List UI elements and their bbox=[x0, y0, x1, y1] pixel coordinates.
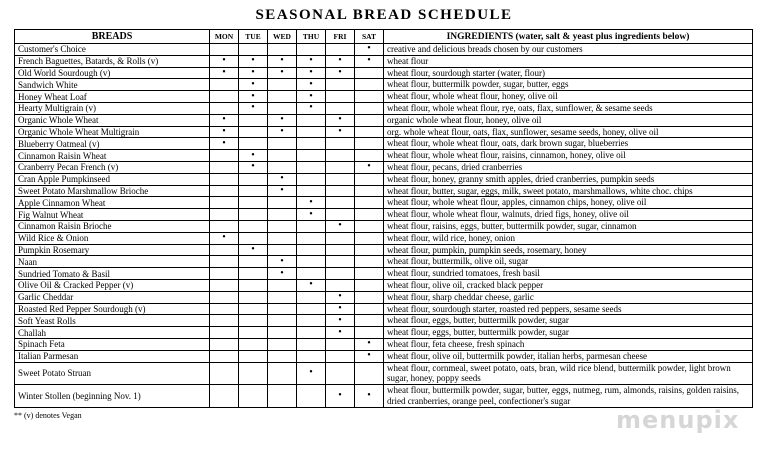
bread-name: Sweet Potato Marshmallow Brioche bbox=[15, 185, 210, 197]
bread-name: Sandwich White bbox=[15, 79, 210, 91]
availability-empty-cell bbox=[355, 244, 384, 256]
availability-empty-cell bbox=[355, 197, 384, 209]
bread-name: French Baguettes, Batards, & Rolls (v) bbox=[15, 55, 210, 67]
ingredients-text: wheat flour, whole wheat flour, walnuts, dried figs, honey, olive oil bbox=[384, 209, 753, 221]
availability-empty-cell bbox=[210, 338, 239, 350]
availability-empty-cell bbox=[210, 173, 239, 185]
availability-empty-cell bbox=[268, 161, 297, 173]
availability-empty-cell bbox=[355, 91, 384, 103]
availability-empty-cell bbox=[355, 232, 384, 244]
table-row bbox=[15, 138, 753, 150]
availability-empty-cell bbox=[268, 279, 297, 291]
availability-empty-cell bbox=[239, 197, 268, 209]
column-header-ingredients: INGREDIENTS (water, salt & yeast plus ingredients below) bbox=[384, 30, 753, 44]
availability-empty-cell bbox=[355, 209, 384, 221]
ingredients-text: wheat flour, sourdough starter, roasted red peppers, sesame seeds bbox=[384, 303, 753, 315]
availability-dot: • bbox=[239, 67, 268, 79]
availability-empty-cell bbox=[355, 150, 384, 162]
availability-empty-cell bbox=[239, 256, 268, 268]
table-row bbox=[15, 91, 753, 103]
availability-empty-cell bbox=[297, 303, 326, 315]
availability-empty-cell bbox=[239, 220, 268, 232]
table-row bbox=[15, 256, 753, 268]
bread-name: Customer's Choice bbox=[15, 44, 210, 56]
ingredients-text: wheat flour, buttermilk powder, sugar, butter, eggs, nutmeg, rum, almonds, raisins, golden raisins, dried cranberries, orange peel, confectioner's sugar bbox=[384, 385, 753, 408]
ingredients-text: organic whole wheat flour, honey, olive oil bbox=[384, 114, 753, 126]
availability-dot: • bbox=[326, 327, 355, 339]
table-row bbox=[15, 173, 753, 185]
availability-empty-cell bbox=[268, 232, 297, 244]
table-row bbox=[15, 102, 753, 114]
availability-empty-cell bbox=[239, 209, 268, 221]
ingredients-text: wheat flour, eggs, butter, buttermilk powder, sugar bbox=[384, 315, 753, 327]
availability-empty-cell bbox=[210, 91, 239, 103]
availability-empty-cell bbox=[297, 244, 326, 256]
ingredients-text: wheat flour, olive oil, buttermilk powder, italian herbs, parmesan cheese bbox=[384, 350, 753, 362]
availability-empty-cell bbox=[326, 91, 355, 103]
availability-empty-cell bbox=[239, 362, 268, 385]
availability-dot: • bbox=[355, 44, 384, 56]
availability-empty-cell bbox=[210, 220, 239, 232]
availability-empty-cell bbox=[210, 161, 239, 173]
availability-dot: • bbox=[210, 114, 239, 126]
availability-dot: • bbox=[268, 256, 297, 268]
bread-name: Pumpkin Rosemary bbox=[15, 244, 210, 256]
availability-empty-cell bbox=[355, 67, 384, 79]
table-row bbox=[15, 244, 753, 256]
availability-dot: • bbox=[355, 338, 384, 350]
availability-empty-cell bbox=[239, 114, 268, 126]
table-row bbox=[15, 315, 753, 327]
availability-dot: • bbox=[355, 350, 384, 362]
availability-dot: • bbox=[326, 220, 355, 232]
availability-empty-cell bbox=[355, 279, 384, 291]
bread-name: Cranberry Pecan French (v) bbox=[15, 161, 210, 173]
availability-dot: • bbox=[210, 55, 239, 67]
bread-name: Sweet Potato Struan bbox=[15, 362, 210, 385]
table-row bbox=[15, 55, 753, 67]
availability-empty-cell bbox=[297, 327, 326, 339]
bread-name: Olive Oil & Cracked Pepper (v) bbox=[15, 279, 210, 291]
table-row bbox=[15, 44, 753, 56]
table-row bbox=[15, 220, 753, 232]
column-header-wed: WED bbox=[268, 30, 297, 44]
availability-empty-cell bbox=[355, 102, 384, 114]
ingredients-text: wheat flour, honey, granny smith apples, dried cranberries, pumpkin seeds bbox=[384, 173, 753, 185]
table-row bbox=[15, 126, 753, 138]
availability-dot: • bbox=[297, 79, 326, 91]
availability-empty-cell bbox=[268, 362, 297, 385]
bread-schedule-table bbox=[14, 29, 753, 408]
availability-empty-cell bbox=[210, 315, 239, 327]
availability-empty-cell bbox=[268, 327, 297, 339]
availability-empty-cell bbox=[326, 350, 355, 362]
availability-empty-cell bbox=[239, 44, 268, 56]
table-row bbox=[15, 114, 753, 126]
table-row bbox=[15, 232, 753, 244]
availability-empty-cell bbox=[210, 79, 239, 91]
availability-dot: • bbox=[268, 185, 297, 197]
table-row bbox=[15, 209, 753, 221]
menupix-watermark: menupix bbox=[616, 406, 740, 434]
availability-empty-cell bbox=[326, 44, 355, 56]
ingredients-text: wheat flour, whole wheat flour, rye, oats, flax, sunflower, & sesame seeds bbox=[384, 102, 753, 114]
bread-name: Cran Apple Pumpkinseed bbox=[15, 173, 210, 185]
availability-empty-cell bbox=[355, 173, 384, 185]
availability-empty-cell bbox=[210, 197, 239, 209]
bread-name: Roasted Red Pepper Sourdough (v) bbox=[15, 303, 210, 315]
availability-empty-cell bbox=[355, 315, 384, 327]
availability-dot: • bbox=[210, 67, 239, 79]
availability-empty-cell bbox=[326, 244, 355, 256]
availability-dot: • bbox=[239, 79, 268, 91]
availability-empty-cell bbox=[297, 138, 326, 150]
availability-dot: • bbox=[326, 385, 355, 408]
availability-empty-cell bbox=[268, 385, 297, 408]
ingredients-text: wheat flour, cornmeal, sweet potato, oats, bran, wild rice blend, buttermilk powder, light brown sugar, honey, poppy seeds bbox=[384, 362, 753, 385]
ingredients-text: wheat flour, sourdough starter (water, flour) bbox=[384, 67, 753, 79]
bread-name: Sundried Tomato & Basil bbox=[15, 268, 210, 280]
bread-name: Winter Stollen (beginning Nov. 1) bbox=[15, 385, 210, 408]
availability-empty-cell bbox=[239, 232, 268, 244]
availability-empty-cell bbox=[210, 244, 239, 256]
availability-empty-cell bbox=[326, 79, 355, 91]
availability-empty-cell bbox=[326, 338, 355, 350]
availability-empty-cell bbox=[268, 303, 297, 315]
ingredients-text: wheat flour, sharp cheddar cheese, garlic bbox=[384, 291, 753, 303]
availability-dot: • bbox=[326, 114, 355, 126]
availability-dot: • bbox=[239, 244, 268, 256]
availability-dot: • bbox=[297, 197, 326, 209]
availability-dot: • bbox=[268, 268, 297, 280]
availability-empty-cell bbox=[239, 327, 268, 339]
availability-empty-cell bbox=[210, 150, 239, 162]
availability-empty-cell bbox=[297, 315, 326, 327]
column-header-thu: THU bbox=[297, 30, 326, 44]
availability-dot: • bbox=[355, 385, 384, 408]
ingredients-text: wheat flour, sundried tomatoes, fresh basil bbox=[384, 268, 753, 280]
bread-name: Cinnamon Raisin Brioche bbox=[15, 220, 210, 232]
availability-empty-cell bbox=[326, 173, 355, 185]
availability-empty-cell bbox=[210, 268, 239, 280]
ingredients-text: wheat flour, eggs, butter, buttermilk powder, sugar bbox=[384, 327, 753, 339]
availability-empty-cell bbox=[239, 291, 268, 303]
availability-empty-cell bbox=[239, 303, 268, 315]
ingredients-text: wheat flour, buttermilk, olive oil, sugar bbox=[384, 256, 753, 268]
table-row bbox=[15, 362, 753, 385]
ingredients-text: wheat flour, olive oil, cracked black pepper bbox=[384, 279, 753, 291]
availability-dot: • bbox=[268, 173, 297, 185]
availability-empty-cell bbox=[297, 291, 326, 303]
availability-dot: • bbox=[326, 126, 355, 138]
bread-name: Naan bbox=[15, 256, 210, 268]
availability-empty-cell bbox=[268, 244, 297, 256]
availability-empty-cell bbox=[326, 138, 355, 150]
availability-dot: • bbox=[326, 303, 355, 315]
availability-empty-cell bbox=[239, 350, 268, 362]
bread-name: Blueberry Oatmeal (v) bbox=[15, 138, 210, 150]
ingredients-text: wheat flour bbox=[384, 55, 753, 67]
availability-empty-cell bbox=[355, 268, 384, 280]
availability-empty-cell bbox=[210, 385, 239, 408]
availability-dot: • bbox=[326, 291, 355, 303]
availability-empty-cell bbox=[297, 385, 326, 408]
availability-empty-cell bbox=[355, 256, 384, 268]
availability-empty-cell bbox=[210, 327, 239, 339]
availability-dot: • bbox=[297, 362, 326, 385]
availability-empty-cell bbox=[326, 102, 355, 114]
availability-empty-cell bbox=[326, 150, 355, 162]
availability-empty-cell bbox=[326, 161, 355, 173]
availability-empty-cell bbox=[268, 315, 297, 327]
availability-dot: • bbox=[239, 102, 268, 114]
ingredients-text: wheat flour, whole wheat flour, raisins, cinnamon, honey, olive oil bbox=[384, 150, 753, 162]
availability-dot: • bbox=[239, 55, 268, 67]
ingredients-text: wheat flour, pumpkin, pumpkin seeds, rosemary, honey bbox=[384, 244, 753, 256]
availability-dot: • bbox=[239, 91, 268, 103]
availability-empty-cell bbox=[239, 385, 268, 408]
availability-dot: • bbox=[268, 55, 297, 67]
availability-empty-cell bbox=[355, 138, 384, 150]
bread-name: Honey Wheat Loaf bbox=[15, 91, 210, 103]
availability-empty-cell bbox=[297, 268, 326, 280]
availability-empty-cell bbox=[297, 126, 326, 138]
availability-empty-cell bbox=[268, 291, 297, 303]
bread-name: Organic Whole Wheat Multigrain bbox=[15, 126, 210, 138]
column-header-mon: MON bbox=[210, 30, 239, 44]
availability-dot: • bbox=[268, 114, 297, 126]
availability-empty-cell bbox=[239, 126, 268, 138]
column-header-fri: FRI bbox=[326, 30, 355, 44]
ingredients-text: org. whole wheat flour, oats, flax, sunflower, sesame seeds, honey, olive oil bbox=[384, 126, 753, 138]
bread-name: Soft Yeast Rolls bbox=[15, 315, 210, 327]
availability-empty-cell bbox=[355, 126, 384, 138]
availability-empty-cell bbox=[355, 114, 384, 126]
availability-empty-cell bbox=[326, 279, 355, 291]
availability-empty-cell bbox=[268, 350, 297, 362]
bread-name: Old World Sourdough (v) bbox=[15, 67, 210, 79]
availability-empty-cell bbox=[268, 209, 297, 221]
availability-dot: • bbox=[268, 126, 297, 138]
table-row bbox=[15, 79, 753, 91]
availability-empty-cell bbox=[268, 102, 297, 114]
availability-empty-cell bbox=[297, 173, 326, 185]
page-title: SEASONAL BREAD SCHEDULE bbox=[255, 7, 513, 23]
availability-empty-cell bbox=[239, 185, 268, 197]
availability-dot: • bbox=[297, 102, 326, 114]
table-row bbox=[15, 185, 753, 197]
availability-empty-cell bbox=[326, 362, 355, 385]
availability-dot: • bbox=[355, 55, 384, 67]
table-row bbox=[15, 197, 753, 209]
availability-empty-cell bbox=[326, 209, 355, 221]
bread-name: Organic Whole Wheat bbox=[15, 114, 210, 126]
bread-name: Spinach Feta bbox=[15, 338, 210, 350]
availability-empty-cell bbox=[355, 291, 384, 303]
availability-dot: • bbox=[210, 232, 239, 244]
availability-empty-cell bbox=[210, 256, 239, 268]
column-header-breads: BREADS bbox=[15, 30, 210, 44]
bread-name: Hearty Multigrain (v) bbox=[15, 102, 210, 114]
table-header-row bbox=[15, 30, 753, 44]
availability-empty-cell bbox=[239, 279, 268, 291]
ingredients-text: wheat flour, whole wheat flour, oats, dark brown sugar, blueberries bbox=[384, 138, 753, 150]
availability-empty-cell bbox=[326, 197, 355, 209]
availability-empty-cell bbox=[239, 173, 268, 185]
table-row bbox=[15, 385, 753, 408]
availability-dot: • bbox=[210, 138, 239, 150]
availability-dot: • bbox=[326, 67, 355, 79]
column-header-sat: SAT bbox=[355, 30, 384, 44]
availability-empty-cell bbox=[297, 114, 326, 126]
availability-empty-cell bbox=[326, 232, 355, 244]
table-row bbox=[15, 279, 753, 291]
availability-empty-cell bbox=[210, 362, 239, 385]
availability-empty-cell bbox=[210, 209, 239, 221]
availability-dot: • bbox=[326, 55, 355, 67]
availability-empty-cell bbox=[268, 91, 297, 103]
ingredients-text: wheat flour, raisins, eggs, butter, buttermilk powder, sugar, cinnamon bbox=[384, 220, 753, 232]
availability-dot: • bbox=[326, 315, 355, 327]
table-row bbox=[15, 327, 753, 339]
availability-empty-cell bbox=[355, 185, 384, 197]
availability-dot: • bbox=[210, 126, 239, 138]
availability-empty-cell bbox=[326, 185, 355, 197]
availability-empty-cell bbox=[355, 362, 384, 385]
vegan-footnote: ** (v) denotes Vegan bbox=[14, 410, 82, 420]
bread-name: Fig Walnut Wheat bbox=[15, 209, 210, 221]
availability-empty-cell bbox=[239, 315, 268, 327]
availability-empty-cell bbox=[355, 220, 384, 232]
availability-empty-cell bbox=[210, 185, 239, 197]
availability-empty-cell bbox=[210, 303, 239, 315]
availability-empty-cell bbox=[268, 150, 297, 162]
bread-name: Garlic Cheddar bbox=[15, 291, 210, 303]
availability-empty-cell bbox=[297, 232, 326, 244]
ingredients-text: wheat flour, feta cheese, fresh spinach bbox=[384, 338, 753, 350]
availability-empty-cell bbox=[297, 150, 326, 162]
availability-empty-cell bbox=[326, 268, 355, 280]
availability-dot: • bbox=[297, 67, 326, 79]
ingredients-text: wheat flour, buttermilk powder, sugar, butter, eggs bbox=[384, 79, 753, 91]
table-row bbox=[15, 268, 753, 280]
availability-empty-cell bbox=[355, 303, 384, 315]
availability-empty-cell bbox=[355, 327, 384, 339]
availability-empty-cell bbox=[268, 338, 297, 350]
table-row bbox=[15, 303, 753, 315]
table-row bbox=[15, 291, 753, 303]
availability-empty-cell bbox=[326, 256, 355, 268]
availability-dot: • bbox=[297, 91, 326, 103]
availability-empty-cell bbox=[355, 79, 384, 91]
bread-name: Wild Rice & Onion bbox=[15, 232, 210, 244]
bread-name: Apple Cinnamon Wheat bbox=[15, 197, 210, 209]
availability-dot: • bbox=[297, 209, 326, 221]
availability-empty-cell bbox=[239, 338, 268, 350]
availability-dot: • bbox=[297, 55, 326, 67]
availability-empty-cell bbox=[297, 256, 326, 268]
availability-empty-cell bbox=[297, 350, 326, 362]
availability-empty-cell bbox=[210, 102, 239, 114]
availability-dot: • bbox=[355, 161, 384, 173]
availability-empty-cell bbox=[297, 220, 326, 232]
availability-empty-cell bbox=[239, 138, 268, 150]
table-row bbox=[15, 338, 753, 350]
availability-dot: • bbox=[297, 279, 326, 291]
availability-empty-cell bbox=[268, 79, 297, 91]
table-row bbox=[15, 67, 753, 79]
availability-empty-cell bbox=[268, 44, 297, 56]
availability-empty-cell bbox=[210, 350, 239, 362]
availability-empty-cell bbox=[210, 291, 239, 303]
ingredients-text: wheat flour, pecans, dried cranberries bbox=[384, 161, 753, 173]
availability-empty-cell bbox=[297, 338, 326, 350]
table-body bbox=[15, 44, 753, 408]
availability-dot: • bbox=[239, 161, 268, 173]
bread-name: Italian Parmesan bbox=[15, 350, 210, 362]
bread-name: Challah bbox=[15, 327, 210, 339]
availability-empty-cell bbox=[268, 197, 297, 209]
table-row bbox=[15, 161, 753, 173]
column-header-tue: TUE bbox=[239, 30, 268, 44]
availability-empty-cell bbox=[210, 44, 239, 56]
availability-empty-cell bbox=[239, 268, 268, 280]
ingredients-text: wheat flour, butter, sugar, eggs, milk, sweet potato, marshmallows, white choc. chips bbox=[384, 185, 753, 197]
availability-empty-cell bbox=[297, 161, 326, 173]
availability-empty-cell bbox=[210, 279, 239, 291]
availability-empty-cell bbox=[268, 220, 297, 232]
ingredients-text: wheat flour, whole wheat flour, apples, cinnamon chips, honey, olive oil bbox=[384, 197, 753, 209]
ingredients-text: wheat flour, wild rice, honey, onion bbox=[384, 232, 753, 244]
availability-dot: • bbox=[268, 67, 297, 79]
ingredients-text: wheat flour, whole wheat flour, honey, olive oil bbox=[384, 91, 753, 103]
table-row bbox=[15, 350, 753, 362]
ingredients-text: creative and delicious breads chosen by our customers bbox=[384, 44, 753, 56]
availability-empty-cell bbox=[297, 44, 326, 56]
table-row bbox=[15, 150, 753, 162]
availability-empty-cell bbox=[268, 138, 297, 150]
availability-dot: • bbox=[239, 150, 268, 162]
availability-empty-cell bbox=[297, 185, 326, 197]
bread-name: Cinnamon Raisin Wheat bbox=[15, 150, 210, 162]
